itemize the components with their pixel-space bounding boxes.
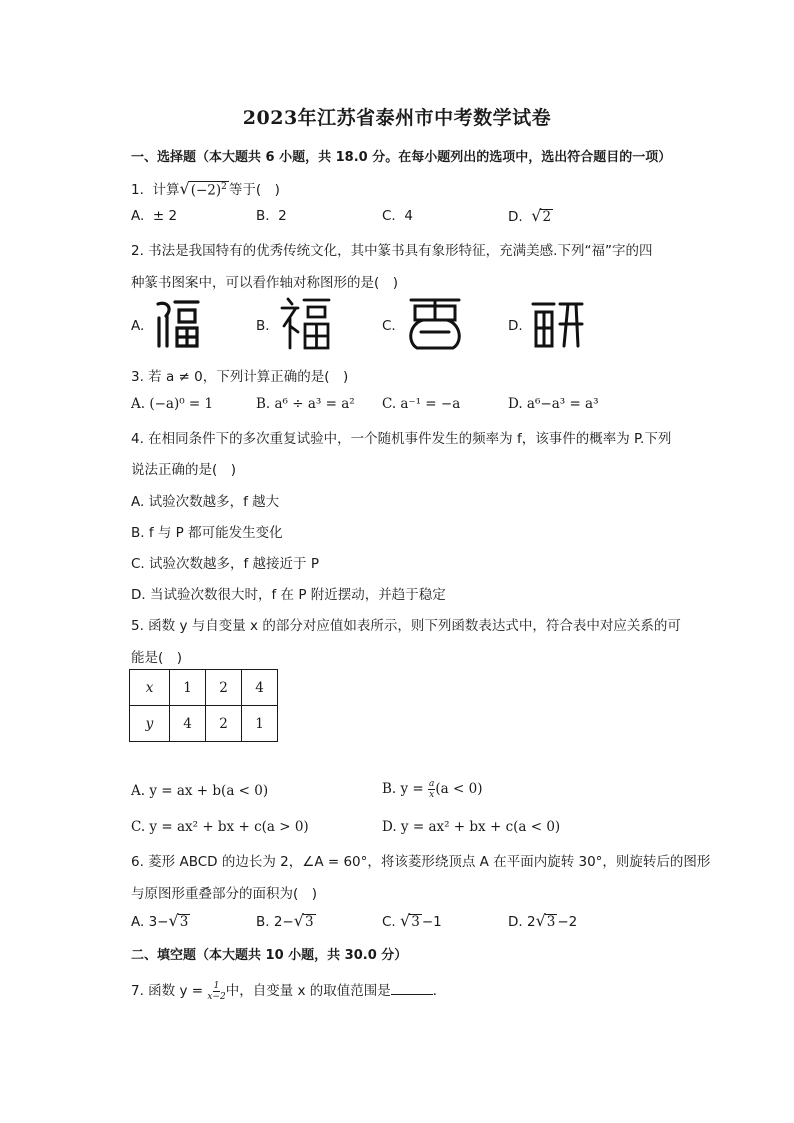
radical-sign-icon: √ (531, 206, 542, 225)
table-cell: 4 (170, 706, 206, 742)
option-B: B. 2 (256, 208, 287, 224)
radical-sign-icon: √ (400, 911, 411, 930)
table-cell: x (130, 670, 170, 706)
option-B: B. f 与 P 都可能发生变化 (131, 525, 283, 541)
question-2-line-1: 2. 书法是我国特有的优秀传统文化，其中篆书具有象形特征，充满美感.下列“福”字的四 (131, 243, 653, 259)
value-table (129, 669, 278, 742)
option-A: A. y = ax + b(a < 0) (131, 783, 269, 799)
option-A: A. ± 2 (131, 208, 178, 224)
option-C-label: C. (382, 318, 396, 334)
option-D: D. a⁶−a³ = a³ (508, 396, 599, 412)
radical-sign-icon: √ (179, 179, 190, 198)
section-heading-choice: 一、选择题（本大题共 6 小题，共 18.0 分。在每小题列出的选项中，选出符合题目的一项） (131, 150, 672, 165)
option-C: C. √3 −1 (382, 911, 442, 930)
option-B: B. a⁶ ÷ a³ = a² (256, 396, 355, 412)
fraction: $\frac{1}{x-2}$ (207, 980, 226, 1002)
table-cell: y (130, 706, 170, 742)
question-1 (131, 178, 280, 199)
section-heading-fill: 二、填空题（本大题共 10 小题，共 30.0 分） (131, 948, 408, 963)
option-D: D. 2√3 −2 (508, 911, 578, 930)
seal-fu-c-icon (405, 294, 465, 352)
radical-sign-icon: √ (168, 911, 179, 930)
table-cell: 1 (242, 706, 278, 742)
option-B-label: B. (256, 318, 270, 334)
question-3: 3. 若 a ≠ 0，下列计算正确的是( ) (131, 369, 349, 385)
question-6-line-2: 与原图形重叠部分的面积为( ) (131, 886, 318, 902)
option-C: C. 4 (382, 208, 413, 224)
question-2-line-2: 种篆书图案中，可以看作轴对称图形的是( ) (131, 275, 399, 291)
radical-sign-icon: √ (535, 911, 546, 930)
table-cell: 1 (170, 670, 206, 706)
seal-fu-d-icon (530, 296, 584, 350)
option-A: A. 试验次数越多，f 越大 (131, 494, 280, 510)
option-D-label: D. (508, 318, 523, 334)
question-5-line-1: 5. 函数 y 与自变量 x 的部分对应值如表所示，则下列函数表达式中，符合表中对应关系的可 (131, 618, 681, 634)
seal-fu-a-icon (153, 298, 203, 350)
option-C: C. a⁻¹ = −a (382, 396, 461, 412)
table-cell: 2 (206, 670, 242, 706)
option-D: D. 当试验次数很大时，f 在 P 附近摆动，并趋于稳定 (131, 587, 446, 603)
question-5-line-2: 能是( ) (131, 650, 183, 666)
answer-blank[interactable] (391, 982, 433, 995)
option-D: D. y = ax² + bx + c(a < 0) (382, 819, 561, 835)
radical-sign-icon: √ (293, 911, 304, 930)
question-text: 计算 (152, 182, 180, 198)
question-text-tail: 等于( ) (228, 182, 280, 198)
table-cell: 2 (206, 706, 242, 742)
option-B: B. 2−√3 (256, 911, 314, 930)
question-4-line-1: 4. 在相同条件下的多次重复试验中，一个随机事件发生的频率为 f，该事件的概率为 P.下列 (131, 431, 672, 447)
fraction: $\frac{a}{x}$ (429, 779, 435, 800)
option-B: B. y = $\frac{a}{x}$ (a < 0) (382, 779, 483, 800)
question-4-line-2: 说法正确的是( ) (131, 462, 237, 478)
seal-fu-b-icon (280, 296, 332, 350)
option-D: D. √2 (508, 206, 552, 225)
option-A-label: A. (131, 318, 145, 334)
option-A: A. 3−√3 (131, 911, 189, 930)
option-A: A. (−a)⁰ = 1 (131, 396, 214, 412)
option-C: C. y = ax² + bx + c(a > 0) (131, 819, 309, 835)
table-row (130, 670, 278, 706)
table-row (130, 706, 278, 742)
question-7: 7. 函数 y = $\frac{1}{x-2}$ 中，自变量 x 的取值范围是 ． (131, 980, 447, 1002)
radicand: $(-2)^2$ (190, 181, 227, 198)
option-C: C. 试验次数越多，f 越接近于 P (131, 556, 319, 572)
table-cell: 4 (242, 670, 278, 706)
page-title: 2023年江苏省泰州市中考数学试卷 (242, 107, 552, 129)
question-number: 1. (131, 182, 144, 198)
question-6-line-1: 6. 菱形 ABCD 的边长为 2，∠A = 60°，将该菱形绕顶点 A 在平面内旋转 30°，则旋转后的图形 (131, 854, 711, 870)
